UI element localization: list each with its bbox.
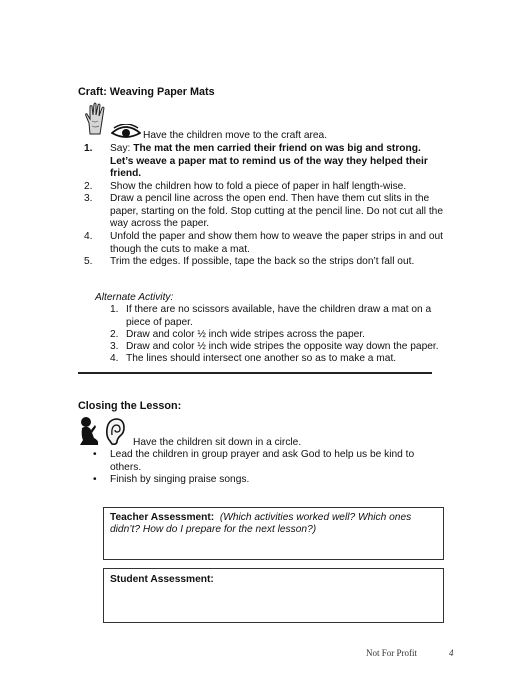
bullet-icon: • [93, 474, 97, 485]
student-assessment-label: Student Assessment: [110, 574, 214, 585]
alternate-activity-label: Alternate Activity: [95, 292, 174, 303]
teacher-assessment-box[interactable] [103, 507, 444, 560]
teacher-assessment-label: Teacher Assessment: [110, 512, 215, 523]
page-number: 4 [449, 648, 454, 658]
ear-icon [104, 417, 126, 445]
teacher-assessment-prompt: (Which activities worked well? Which ones [219, 512, 412, 523]
closing-heading: Closing the Lesson: [78, 400, 182, 412]
teacher-assessment-prompt-2: didn’t? How do I prepare for the next lesson?) [110, 524, 317, 535]
hand-icon [84, 101, 108, 135]
eye-icon [111, 124, 141, 140]
bullet-icon: • [93, 449, 97, 460]
closing-intro: Have the children sit down in a circle. [133, 437, 302, 448]
craft-intro: Have the children move to the craft area. [143, 130, 328, 141]
section-divider [78, 372, 432, 374]
footer-text: Not For Profit [366, 648, 418, 658]
praying-child-icon [78, 416, 102, 446]
student-assessment-box[interactable] [103, 568, 444, 623]
craft-heading: Craft: Weaving Paper Mats [78, 86, 215, 98]
